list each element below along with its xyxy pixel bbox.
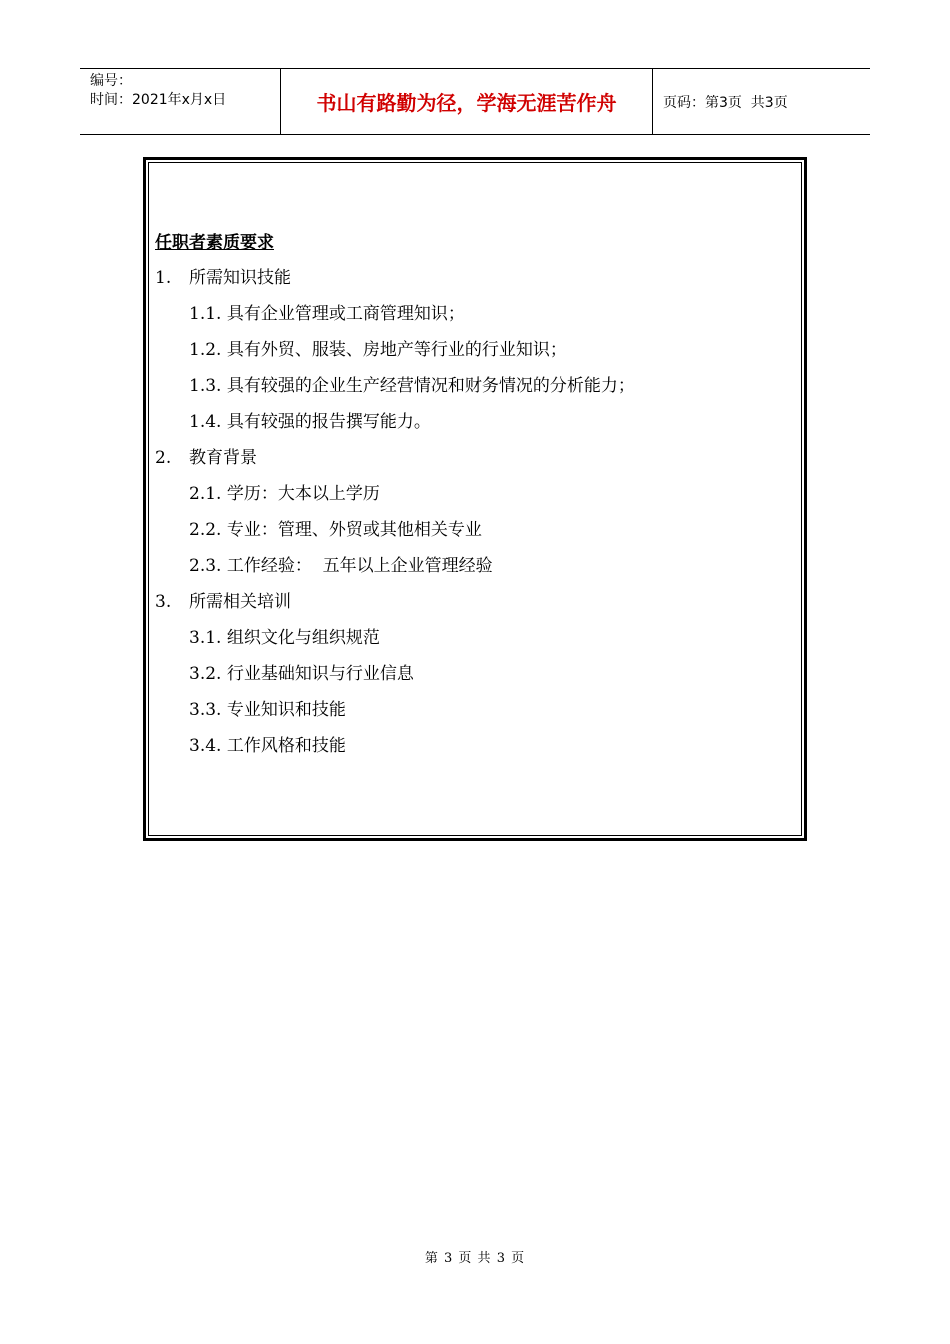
- item-label: 所需知识技能: [189, 268, 291, 288]
- item-number: 1.: [155, 268, 172, 288]
- item-number: 3.: [155, 592, 172, 612]
- sub-list-item: 2.2. 专业：管理、外贸或其他相关专业: [189, 520, 482, 540]
- section-title: 任职者素质要求: [155, 233, 274, 253]
- header-motto: 书山有路勤为径，学海无涯苦作舟: [316, 91, 617, 115]
- header-motto-cell: [281, 69, 653, 134]
- page-footer: 第 3 页 共 3 页: [424, 1251, 526, 1266]
- header-page-cell: [653, 69, 870, 134]
- document-number-label: 编号：: [90, 73, 132, 89]
- header-page-info: 页码：第3页 共3页: [663, 94, 788, 111]
- sub-list-item: 3.2. 行业基础知识与行业信息: [189, 664, 414, 684]
- document-header: [80, 68, 870, 135]
- item-number: 2.: [155, 448, 172, 468]
- sub-list-item: 1.1. 具有企业管理或工商管理知识；: [189, 304, 465, 324]
- header-meta-cell: [80, 69, 281, 134]
- requirements-section: [155, 228, 795, 768]
- sub-list-item: 3.1. 组织文化与组织规范: [189, 628, 380, 648]
- item-label: 所需相关培训: [189, 592, 291, 612]
- item-label: 教育背景: [189, 448, 257, 468]
- list-item: [155, 444, 795, 480]
- document-time-label: 时间：2021年x月x日: [90, 92, 227, 108]
- sub-list-item: 3.3. 专业知识和技能: [189, 700, 346, 720]
- sub-list-item: 1.4. 具有较强的报告撰写能力。: [189, 412, 431, 432]
- sub-list-item: 2.1. 学历：大本以上学历: [189, 484, 380, 504]
- list-item: [155, 264, 795, 300]
- sub-list-item: 1.3. 具有较强的企业生产经营情况和财务情况的分析能力；: [189, 376, 635, 396]
- list-item: [155, 588, 795, 624]
- sub-list-item: 3.4. 工作风格和技能: [189, 736, 346, 756]
- sub-list-item: 2.3. 工作经验： 五年以上企业管理经验: [189, 556, 493, 576]
- sub-list-item: 1.2. 具有外贸、服装、房地产等行业的行业知识；: [189, 340, 567, 360]
